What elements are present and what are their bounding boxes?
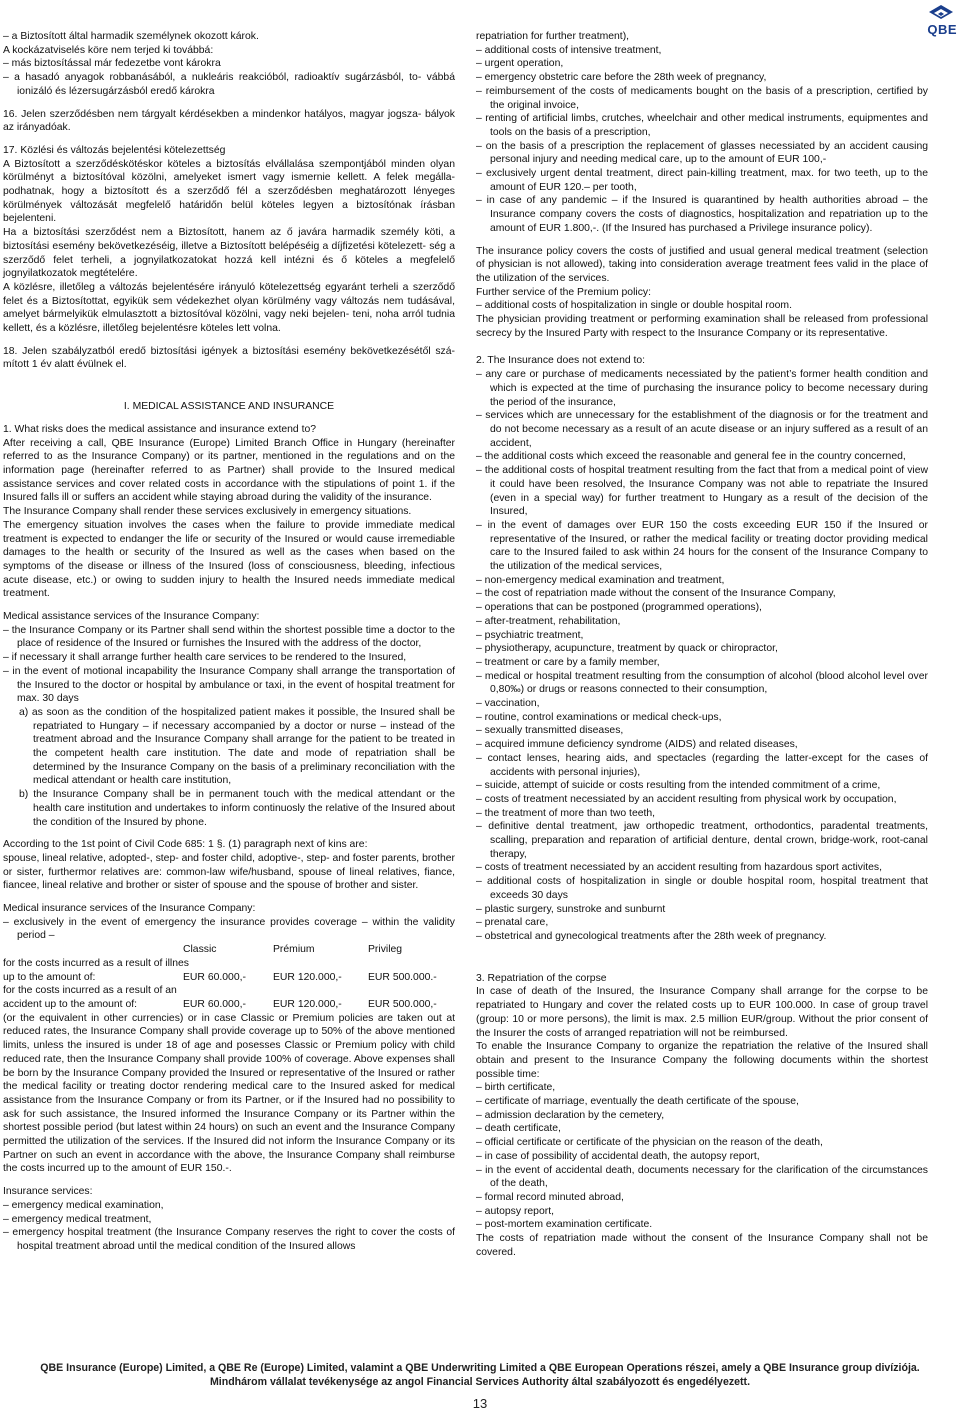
- limits-table-cell: Privileg: [368, 944, 403, 956]
- paragraph: To enable the Insurance Company to organize the repatriation the relative of the Insured shall obtain and present to the Insurance Company the following documents within the shortest possible time:: [476, 1041, 928, 1080]
- list-item: – a Biztosított által harmadik személynek okozott károk.: [3, 31, 259, 42]
- list-item: – certificate of marriage, eventually the death certificate of the spouse,: [476, 1096, 799, 1108]
- paragraph: 3. Repatriation of the corpse: [476, 972, 607, 984]
- paragraph: A közlésre, illetőleg a változás bejelentésére irányuló kötelezettség egyaránt terheli a szerződő felet és a Biztosítottat, egyikük sem védekezhet olyan körülmény vagy változás nem tudásával, amelyet bármelyikük elmulasztott a biztosítóval közölni, vagy neki bejelen- teni, noha arról tudnia kellett, és a közlésre, illetőleg bejelentésre köteles lett volna.: [3, 281, 455, 335]
- spacer: [476, 958, 928, 972]
- paragraph: 18. Jelen szabályzatból eredő biztosítási igények a biztosítási esemény bekövetkezésétől szá- mított 1 év alatt évülnek el.: [3, 345, 455, 371]
- paragraph: Insurance services:: [3, 1186, 93, 1198]
- paragraph: A kockázatviselés köre nem terjed ki továbbá:: [3, 44, 214, 56]
- left-column: [3, 30, 455, 1254]
- list-item: – non-emergency medical examination and treatment,: [476, 574, 725, 586]
- paragraph: Medical assistance services of the Insurance Company:: [3, 611, 260, 623]
- limits-table-cell: up to the amount of:: [3, 971, 96, 983]
- list-item: – in the event of damages over EUR 150 the costs exceeding EUR 150 if the Insured or representative of the Insured, or rather the medical facility or treating doctor providing medical care to the Insured failed to ask within 24 hours for the consent of the Insurance Company to the utilization of the medical services,: [476, 519, 928, 573]
- list-item: – additional costs of intensive treatment,: [476, 44, 662, 56]
- paragraph: Ha a biztosítási szerződést nem a Biztosított, hanem az ő javára harmadik személy köti, a biztosítási esemény bekövetkezéséig, illetve a Biztosított belépéséig a díjfizetési kötelezett- ség a szerződő felet terheli, a jognyilatkozatokat hozzá kell intézni és ő köteles a megfelelő jognyilatkozatok megtételére.: [3, 227, 455, 280]
- spacer: [3, 414, 455, 423]
- list-item: – reimbursement of the costs of medicaments bought on the basis of a prescription, certified by the original invoice,: [476, 85, 928, 111]
- list-item: – the Insurance Company or its Partner shall send within the shortest possible time a doctor to the place of residence of the Insured or furnishes the Insured with the address of the doctor,: [3, 624, 455, 650]
- list-item: – renting of artificial limbs, crutches, wheelchair and other medical instruments, equipmentes and tools on the basis of a prescription,: [476, 113, 928, 138]
- list-item: – definitive dental treatment, jaw orthopedic treatment, orthodontics, paradental treatments, scalling, preparation and reparation of artificial denture, dental crown, bridge-work, root-canal therapy,: [476, 821, 928, 860]
- list-item: – the cost of repatriation made without the consent of the Insurance Company,: [476, 588, 836, 600]
- list-item: – post-mortem examination certificate.: [476, 1219, 653, 1231]
- spacer: [476, 236, 928, 245]
- list-item: – admission declaration by the cemetery,: [476, 1109, 665, 1121]
- list-item: – sexually transmitted diseases,: [476, 725, 624, 737]
- limits-table-row: [3, 998, 455, 1012]
- paragraph: for the costs incurred as a result of illnes: [3, 957, 189, 969]
- spacer: [476, 944, 928, 958]
- spacer: [3, 372, 455, 386]
- list-item: – any care or purchase of medicaments necessiated by the patient’s former health condition and which is expected at the time of purchasing the insurance policy to become necessary during the period of the insurance,: [476, 369, 928, 408]
- list-item: – official certificate or certificate of the physician on the reason of the death,: [476, 1137, 823, 1149]
- paragraph: According to the 1st point of Civil Code 685: 1 §. (1) paragraph next of kins are:: [3, 839, 368, 851]
- list-item: – suicide, attempt of suicide or costs resulting from the intended commitment of a crime,: [476, 780, 881, 792]
- list-item: – vaccination,: [476, 698, 540, 710]
- limits-table-row: [3, 971, 455, 985]
- list-item: – additional costs of hospitalization in single or double hospital room, hospital treatment that exceeds 30 days: [476, 876, 928, 901]
- paragraph: The Insurance Company shall render these services exclusively in emergency situations.: [3, 506, 412, 518]
- list-item: – in case of any pandemic – if the Insured is quarantined by health authorities abroad – the Insurance company covers the costs of diagnostics, hospitalization and repatriation up to the amount of EUR 1.800,-. (If the Insured has purchased a Privilege insurance policy).: [476, 195, 928, 234]
- spacer: [476, 340, 928, 354]
- paragraph: After receiving a call, QBE Insurance (Europe) Limited Branch Office in Hungary (hereinafter referred to as the Insurance Company) or its partner, mentioned in the regulations and on the information page (hereinafter referred to as Partner) shall provide to the Insured medical assistance services and cover related costs in accordance with the stipulations of point 1. if the Insured falls ill or suffers an accident while staying abroad during the validity of the insurance.: [3, 437, 455, 504]
- limits-table-cell: EUR 500.000.-: [368, 971, 437, 983]
- list-item: – treatment or care by a family member,: [476, 656, 660, 668]
- list-item: – birth certificate,: [476, 1082, 556, 1094]
- paragraph: In case of death of the Insured, the Insurance Company shall arrange for the corpse to be repatriated to Hungary and cover the related costs up to EUR 100.000. In case of group travel (group: 10 or more persons), the limit is max. 2.5 million EUR/group. Without the prior consent of the Insurer the costs of arranged repatriation will not be reimbursed.: [476, 986, 928, 1039]
- list-item: – a hasadó anyagok robbanásából, a nukleáris reakcióból, radioaktív sugárzásból, to- vábbá ionizáló és lézersugárzásból eredő károkra: [3, 72, 455, 97]
- limits-table-cell: [3, 943, 183, 957]
- list-item: – contact lenses, hearing aids, and spectacles (regarding the latter-except for the cases of accidents with personal injuries),: [476, 752, 928, 778]
- section-heading: I. MEDICAL ASSISTANCE AND INSURANCE: [123, 401, 335, 413]
- list-item: – autopsy report,: [476, 1205, 554, 1217]
- paragraph: The emergency situation involves the cases when the failure to provide immediate medical treatment is expected to endanger the life or security of the Insured or would cause irremediable damages to the health or security of the Insured as well as the cases when based on the symptoms of the disease or illness of the Insured (loss of consciousness, bleeding, infectious acute disease, etc.) or owing to sudden injury to health the Insured needs immediate medical treatment.: [3, 519, 455, 600]
- footer-line-1: QBE Insurance (Europe) Limited, a QBE Re (Europe) Limited, valamint a QBE Underwriting Limited a QBE European Operations részei, amely a QBE Insurance group divíziója.: [40, 1362, 920, 1374]
- qbe-logo-text: QBE: [927, 22, 957, 37]
- paragraph: A Biztosított a szerződéskötéskor köteles a biztosítás elvállalása szempontjából minden olyan körülményt a biztosítóval közölni, amelyeket ismert vagy ismernie kellett. A felek megálla- podhatnak, hogy a biztosított és a szerződő fél a szerződésben meghatározott lényeges körülmények változását megfelelő határidőn belül köteles legyen a biztosítónak írásban bejelenteni.: [3, 158, 455, 225]
- page-number: 13: [472, 1396, 488, 1411]
- paragraph: – the additional costs which exceed the reasonable and general fee in the country concerned,: [476, 451, 906, 463]
- paragraph: Medical insurance services of the Insurance Company:: [3, 903, 256, 915]
- paragraph: 2. The Insurance does not extend to:: [476, 355, 646, 367]
- limits-table-cell: EUR 60.000,-: [183, 971, 246, 983]
- spacer: [3, 135, 455, 144]
- paragraph: Further service of the Premium policy:: [476, 286, 651, 298]
- list-item: – if necessary it shall arrange further health care services to be rendered to the Insured,: [3, 652, 407, 664]
- spacer: [3, 829, 455, 838]
- paragraph: The costs of repatriation made without the consent of the Insurance Company shall not be covered.: [476, 1233, 928, 1258]
- paragraph: (or the equivalent in other currencies) or in case Classic or Premium policies are taken out at reduced rates, the Insurance Company shall provide coverage up to 50% of the above mentioned limits, unless the insured is under 18 of age and posesses Classic or Premium policy with child reduced rate, then the Insurance Company shall provide 100% of coverage. Above expenses shall be born by the Insurance Company provided the Insured or representative of the Insured or rather the medical facility or treating doctor rendering medical care to the Insured asked for medical assistance from the Insurance Company or from its Partner, or if the Insured had no possibility to ask for such assistance, the Insured informed the Insurance Company or its Partner within the shortest possible period (but latest within 24 hours) on such an event and the Insurance Company permitted the utilization of the services. If the Insured did not inform the Insurance Company or its Partner on such an event in accordance with the above, the Insurance Company shall reimburse the costs incurred up to the amount of EUR 150.-.: [3, 1012, 455, 1175]
- sub-list-item: b) the Insurance Company shall be in permanent touch with the medical attendant or the health care institution and undertakes to inform continuosly the relative of the Insured about the condition of the Insured by phone.: [19, 789, 455, 828]
- list-item: – costs of treatment necessiated by an accident resulting from hazardous sport activites,: [476, 862, 883, 874]
- list-item: – the treatment of more than two teeth,: [476, 807, 656, 819]
- list-item: – emergency medical examination,: [3, 1199, 164, 1211]
- list-item: – exclusively in the event of emergency the insurance provides coverage – within the validity period –: [3, 916, 455, 942]
- list-item: – additional costs of hospitalization in single or double hospital room.: [476, 300, 792, 312]
- spacer: [3, 601, 455, 610]
- list-item: – on the basis of a prescription the replacement of glasses necessiated by an accident causing personal injury and needing medical care, up to the amount of EUR 100,-: [476, 140, 928, 166]
- paragraph: spouse, lineal relative, adopted-, step- and foster child, adoptive-, step- and foster parents, brother or sister, furthermor relatives are: common-law wife/husband, spouse of lineal relatives, fiance, fiancee, lineal relative and brother or sister of spouse and the spouse of brother and sister.: [3, 852, 455, 892]
- list-item: – emergency hospital treatment (the Insurance Company reserves the right to cover the costs of hospital treatment abroad until the medical condition of the Insured allows: [3, 1227, 455, 1252]
- limits-table-cell: EUR 120.000,-: [273, 999, 342, 1010]
- limits-table-cell: Classic: [183, 944, 217, 956]
- spacer: [3, 1176, 455, 1185]
- list-item: – prenatal care,: [476, 917, 549, 929]
- list-item: – formal record minuted abroad,: [476, 1191, 624, 1203]
- list-item: – medical or hospital treatment resulting from the consumption of alcohol (blood alcohol level over 0,80‰) or drugs or reasons connected to their consumption,: [476, 670, 928, 696]
- limits-table-cell: EUR 120.000,-: [273, 971, 342, 983]
- paragraph: The insurance policy covers the costs of justified and usual general medical treatment (selection of physician is not allowed), taking into consideration average treatment fees valid in the place of the utilization of the services.: [476, 245, 928, 284]
- list-item: – plastic surgery, sunstroke and sunburnt: [476, 903, 666, 915]
- paragraph: repatriation for further treatment),: [476, 31, 630, 42]
- limits-table-cell: accident up to the amount of:: [3, 999, 138, 1010]
- list-item: – physiotherapy, acupuncture, treatment by quack or chiropractor,: [476, 643, 778, 655]
- list-item: – in the event of accidental death, documents necessary for the clarification of the circumstances of the death,: [476, 1164, 928, 1190]
- paragraph: The physician providing treatment or performing examination shall be released from professional secrecy by the Insured Party with respect to the Insurance Company or its representative.: [476, 314, 928, 339]
- list-item: – obstetrical and gynecological treatments after the 28th week of pregnancy.: [476, 931, 827, 942]
- list-item: – the additional costs of hospital treatment resulting from the fact that from a medical point of view it could have been resolved, the Insurance Company was not able to repatriate the Insured (even in a special way) for further treatment to Hungary as a result of the decision of the Insured,: [476, 465, 928, 518]
- limits-table-cell: EUR 60.000,-: [183, 999, 246, 1010]
- sub-list-item: a) as soon as the condition of the hospitalized patient makes it possible, the Insured shall be repatriated to Hungary – if necessary accompanied by a doctor or nurse – instead of the treatment abroad and the Insurance Company shall arrange for the patient to be treated in the competent health care institution. The date and mode of repatriation shall be determined by the Insurance Company on the basis of a preliminary reconciliation with the medical attendant or health care institution,: [19, 706, 455, 787]
- list-item: – emergency medical treatment,: [3, 1213, 152, 1225]
- list-item: – psychiatric treatment,: [476, 629, 584, 641]
- list-item: – in case of possibility of accidental death, the autopsy report,: [476, 1150, 760, 1162]
- spacer: [3, 99, 455, 108]
- spacer: [3, 336, 455, 345]
- limits-table-row: [3, 943, 455, 957]
- list-item: – más biztosítással már fedezetbe vont károkra: [3, 58, 221, 70]
- limits-table-cell: EUR 500.000,-: [368, 999, 437, 1010]
- list-item: – in the event of motional incapability the Insurance Company shall arrange the transportation of the Insured to the doctor or hospital by ambulance or taxi, in the event of hospital treatment for max. 30 days: [3, 665, 455, 705]
- footer: [0, 1361, 960, 1389]
- list-item: – urgent operation,: [476, 58, 564, 70]
- paragraph: 16. Jelen szerződésben nem tárgyalt kérdésekben a mindenkor hatályos, magyar jogsza- bályok az irányadóak.: [3, 108, 455, 134]
- list-item: – routine, control examinations or medical check-ups,: [476, 711, 722, 723]
- list-item: – operations that can be postponed (programmed operations),: [476, 602, 762, 614]
- paragraph: 1. What risks does the medical assistance and insurance extend to?: [3, 423, 317, 435]
- list-item: – acquired immune deficiency syndrome (AIDS) and related diseases,: [476, 739, 798, 751]
- list-item: – exclusively urgent dental treatment, direct pain-killing treatment, max. for two teeth, up to the amount of EUR 120.– per tooth,: [476, 168, 928, 193]
- limits-table-cell: Prémium: [273, 944, 315, 956]
- paragraph: for the costs incurred as a result of an: [3, 985, 177, 997]
- footer-line-2: Mindhárom vállalat tevékenysége az angol Financial Services Authority által szabályozott és engedélyezett.: [209, 1376, 751, 1388]
- spacer: [3, 386, 455, 400]
- list-item: – services which are unnecessary for the establishment of the diagnosis or for the treatment and do not become necessary as a result of an acute disease or an injury suffered as a result of an accident,: [476, 410, 928, 449]
- list-item: – after-treatment, rehabilitation,: [476, 615, 621, 627]
- list-item: – death certificate,: [476, 1123, 561, 1135]
- list-item: – costs of treatment necessiated by an accident resulting from physical work by occupation,: [476, 793, 897, 805]
- spacer: [3, 893, 455, 902]
- list-item: – emergency obstetric care before the 28th week of pregnancy,: [476, 72, 767, 84]
- right-column: [476, 30, 928, 1259]
- paragraph: 17. Közlési és változás bejelentési kötelezettség: [3, 144, 226, 156]
